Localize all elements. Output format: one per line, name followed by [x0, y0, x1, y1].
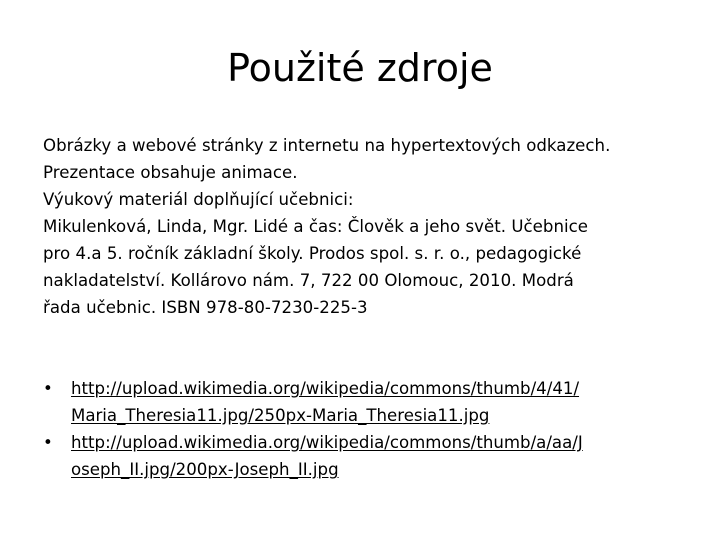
link-line[interactable]: Maria_Theresia11.jpg/250px-Maria_Theresia11.jpg — [71, 406, 490, 425]
bullet-icon: • — [43, 379, 53, 398]
link-line[interactable]: http://upload.wikimedia.org/wikipedia/commons/thumb/a/aa/J — [71, 433, 583, 452]
bullet-icon: • — [43, 433, 53, 452]
textbook-citation — [43, 213, 683, 321]
link-line[interactable]: oseph_II.jpg/200px-Joseph_II.jpg — [71, 460, 339, 479]
citation-line: pro 4.a 5. ročník základní školy. Prodos spol. s. r. o., pedagogické — [43, 244, 582, 263]
citation-line: Mikulenková, Linda, Mgr. Lidé a čas: Člověk a jeho svět. Učebnice — [43, 217, 588, 236]
slide-body — [43, 132, 683, 321]
paragraph-images-source: Obrázky a webové stránky z internetu na hypertextových odkazech. — [43, 136, 611, 155]
list-item — [43, 429, 683, 483]
list-item — [43, 375, 683, 429]
source-links-list — [43, 375, 683, 483]
citation-line: řada učebnic. ISBN 978-80-7230-225-3 — [43, 298, 368, 317]
slide-title: Použité zdroje — [227, 46, 493, 90]
paragraph-animations-note: Prezentace obsahuje animace. — [43, 163, 298, 182]
link-maria-theresia-image[interactable] — [71, 375, 683, 429]
citation-line: nakladatelství. Kollárovo nám. 7, 722 00 Olomouc, 2010. Modrá — [43, 271, 574, 290]
paragraph-textbook-intro: Výukový materiál doplňující učebnici: — [43, 190, 354, 209]
link-joseph-ii-image[interactable] — [71, 429, 683, 483]
link-line[interactable]: http://upload.wikimedia.org/wikipedia/commons/thumb/4/41/ — [71, 379, 580, 398]
